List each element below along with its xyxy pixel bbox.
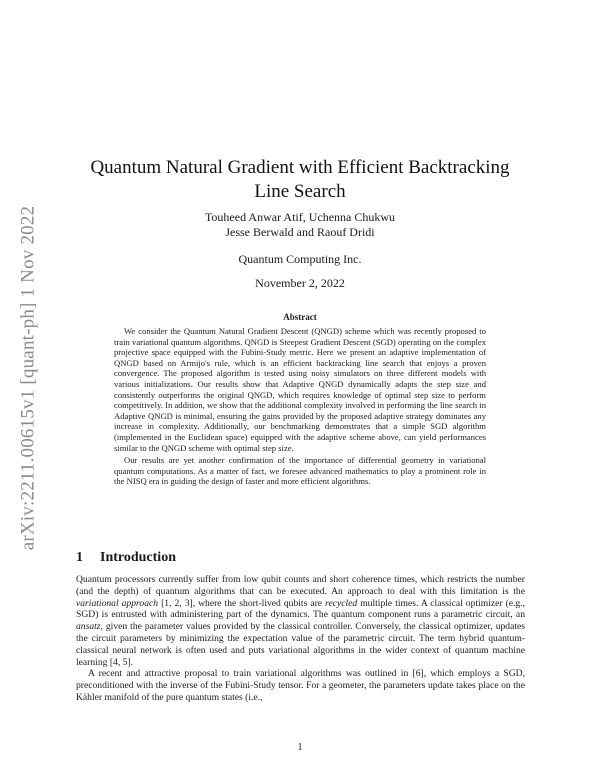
affiliation: Quantum Computing Inc. xyxy=(238,252,362,266)
intro-p1-emphasis-ansatz: ansatz xyxy=(76,621,101,633)
section-title: Introduction xyxy=(100,550,176,565)
intro-p1-emphasis-recycled: recycled xyxy=(325,597,358,609)
abstract-paragraph-1: We consider the Quantum Natural Gradient Descent (QNGD) scheme which was recently proposed to train variational quantum algorithms. QNGD is Steepest Gradient Descent (SGD) operating on the complex projective space equipped with the Fubini-Study metric. Here we present an adaptive implementation of QNGD based on Armijo's rule, which is an efficient backtracking line search that enjoys a proven convergence. The proposed algorithm is tested using noisy simulators on three different models with various initializations. Our results show that Adaptive QNGD dynamically adapts the step size and consistently outperforms the original QNGD, which requires knowledge of optimal step size to perform competitively. In addition, we show that the additional complexity involved in performing the line search in Adaptive QNGD is minimal, ensuring the gains provided by the proposed adaptive strategy dominates any increase in complexity. Additionally, our benchmarking demonstrates that a simple SGD algorithm (implemented in the Euclidean space) equipped with the adaptive scheme above, can yield performances similar to the QNGD scheme with optimal step size. xyxy=(114,326,486,453)
section-number: 1 xyxy=(76,550,83,565)
authors-line-1: Touheed Anwar Atif, Uchenna Chukwu xyxy=(204,210,396,224)
arxiv-identifier-text: arXiv:2211.00615v1 [quant-ph] 1 Nov 2022 xyxy=(17,205,38,550)
publication-date: November 2, 2022 xyxy=(255,276,345,290)
authors-line-2: Jesse Berwald and Raouf Dridi xyxy=(225,225,375,239)
paper-title xyxy=(60,156,540,204)
intro-p1-text-c: multiple times. A classical optimizer (e.g., SGD) is entrusted with administering part of the dynamics. The quantum component runs a parametric circuit, an xyxy=(76,597,526,621)
abstract-heading: Abstract xyxy=(283,312,317,322)
intro-paragraph-1 xyxy=(76,574,525,668)
intro-p1-emphasis-variational: variational approach xyxy=(76,597,159,609)
abstract-body xyxy=(114,326,486,487)
intro-p1-text-a: Quantum processors currently suffer from low qubit counts and short coherence times, which restricts the number (and the depth) of quantum algorithms that can be executed. An approach to deal with this limitation is the xyxy=(76,574,525,597)
page-number: 1 xyxy=(297,742,303,753)
arxiv-identifier xyxy=(14,180,42,575)
section-heading-introduction xyxy=(76,550,176,566)
author-list xyxy=(60,210,540,240)
introduction-body xyxy=(76,574,525,704)
paper-title-line-2: Line Search xyxy=(254,181,346,202)
paper-title-line-1: Quantum Natural Gradient with Efficient Backtracking xyxy=(90,157,510,178)
intro-p1-text-b: [1, 2, 3], where the short-lived qubits are xyxy=(158,597,326,609)
abstract-paragraph-2: Our results are yet another confirmation of the importance of differential geometry in variational quantum computations. As a matter of fact, we foresee advanced mathematics to play a prominent role in the NISQ era in guiding the design of faster and more efficient algorithms. xyxy=(114,455,486,487)
intro-paragraph-2: A recent and attractive proposal to train variational algorithms was outlined in [6], which employs a SGD, preconditioned with the inverse of the Fubini-Study tensor. For a geometer, the parameters update takes place on the Kähler manifold of the pure quantum states (i.e., xyxy=(76,668,525,703)
intro-p1-text-d: , given the parameter values provided by the classical controller. Conversely, the classical optimizer, updates the circuit parameters by minimizing the expectation value of the parametric circuit. The term hybrid quantum-classical neural network is often used and puts variational algorithms in the wider context of quantum machine learning [4, 5]. xyxy=(76,621,525,668)
